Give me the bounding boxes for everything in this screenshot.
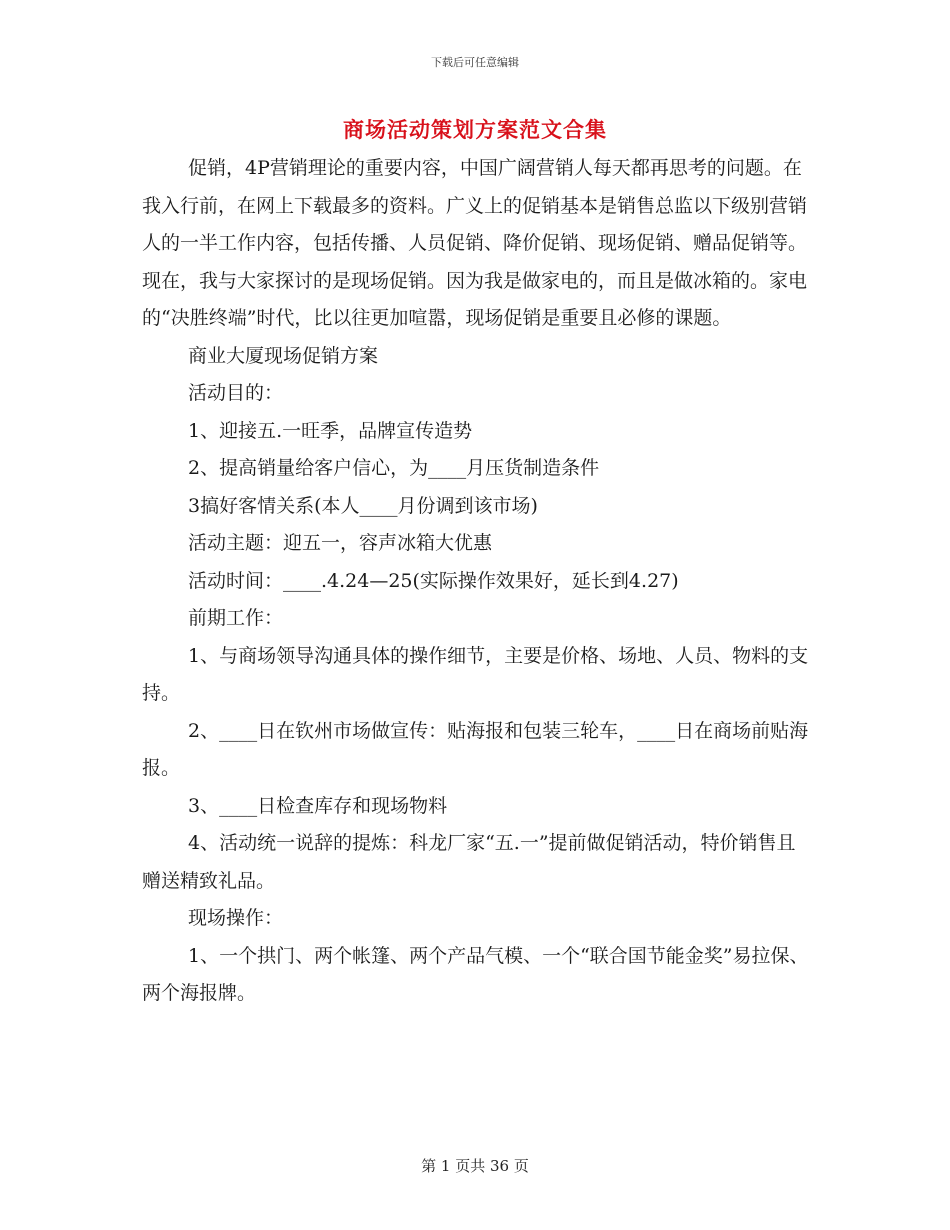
paragraph-prep-2: 2、____日在钦州市场做宣传：贴海报和包装三轮车，____日在商场前贴海报。: [142, 719, 809, 779]
paragraph-prep-3: 3、____日检查库存和现场物料: [188, 794, 448, 817]
paragraph-onsite-1: 1、一个拱门、两个帐篷、两个产品气模、一个“联合国节能金奖”易拉保、两个海报牌。: [142, 944, 809, 1004]
paragraph-prep-4: 4、活动统一说辞的提炼：科龙厂家“五.一”提前做促销活动，特价销售且赠送精致礼品。: [142, 832, 796, 892]
paragraph-purpose-3: 3搞好客情关系(本人____月份调到该市场): [188, 494, 538, 517]
document-body: [142, 150, 810, 1013]
header-note: 下载后可任意编辑: [431, 56, 519, 69]
paragraph-intro: 促销，4P营销理论的重要内容，中国广阔营销人每天都再思考的问题。在我入行前，在网上下载最多的资料。广义上的促销基本是销售总监以下级别营销人的一半工作内容，包括传播、人员促销、降价促销、现场促销、赠品促销等。现在，我与大家探讨的是现场促销。因为我是做家电的，而且是做冰箱的。家电的“决胜终端”时代，比以往更加喧嚣，现场促销是重要且必修的课题。: [142, 157, 808, 329]
document-title: 商场活动策划方案范文合集: [343, 117, 607, 142]
paragraph-prep-heading: 前期工作：: [188, 607, 284, 629]
page-footer: 第 1 页共 36 页: [421, 1157, 529, 1175]
paragraph-purpose-heading: 活动目的：: [188, 382, 284, 404]
paragraph-theme: 活动主题：迎五一，容声冰箱大优惠: [188, 532, 493, 554]
paragraph-onsite-heading: 现场操作：: [188, 907, 284, 929]
paragraph-prep-1: 1、与商场领导沟通具体的操作细节，主要是价格、场地、人员、物料的支持。: [142, 644, 809, 704]
paragraph-plan-name: 商业大厦现场促销方案: [188, 344, 379, 367]
paragraph-purpose-1: 1、迎接五.一旺季，品牌宣传造势: [188, 419, 473, 442]
paragraph-time: 活动时间：____.4.24—25(实际操作效果好，延长到4.27): [188, 569, 679, 592]
paragraph-purpose-2: 2、提高销量给客户信心，为____月压货制造条件: [188, 457, 600, 479]
